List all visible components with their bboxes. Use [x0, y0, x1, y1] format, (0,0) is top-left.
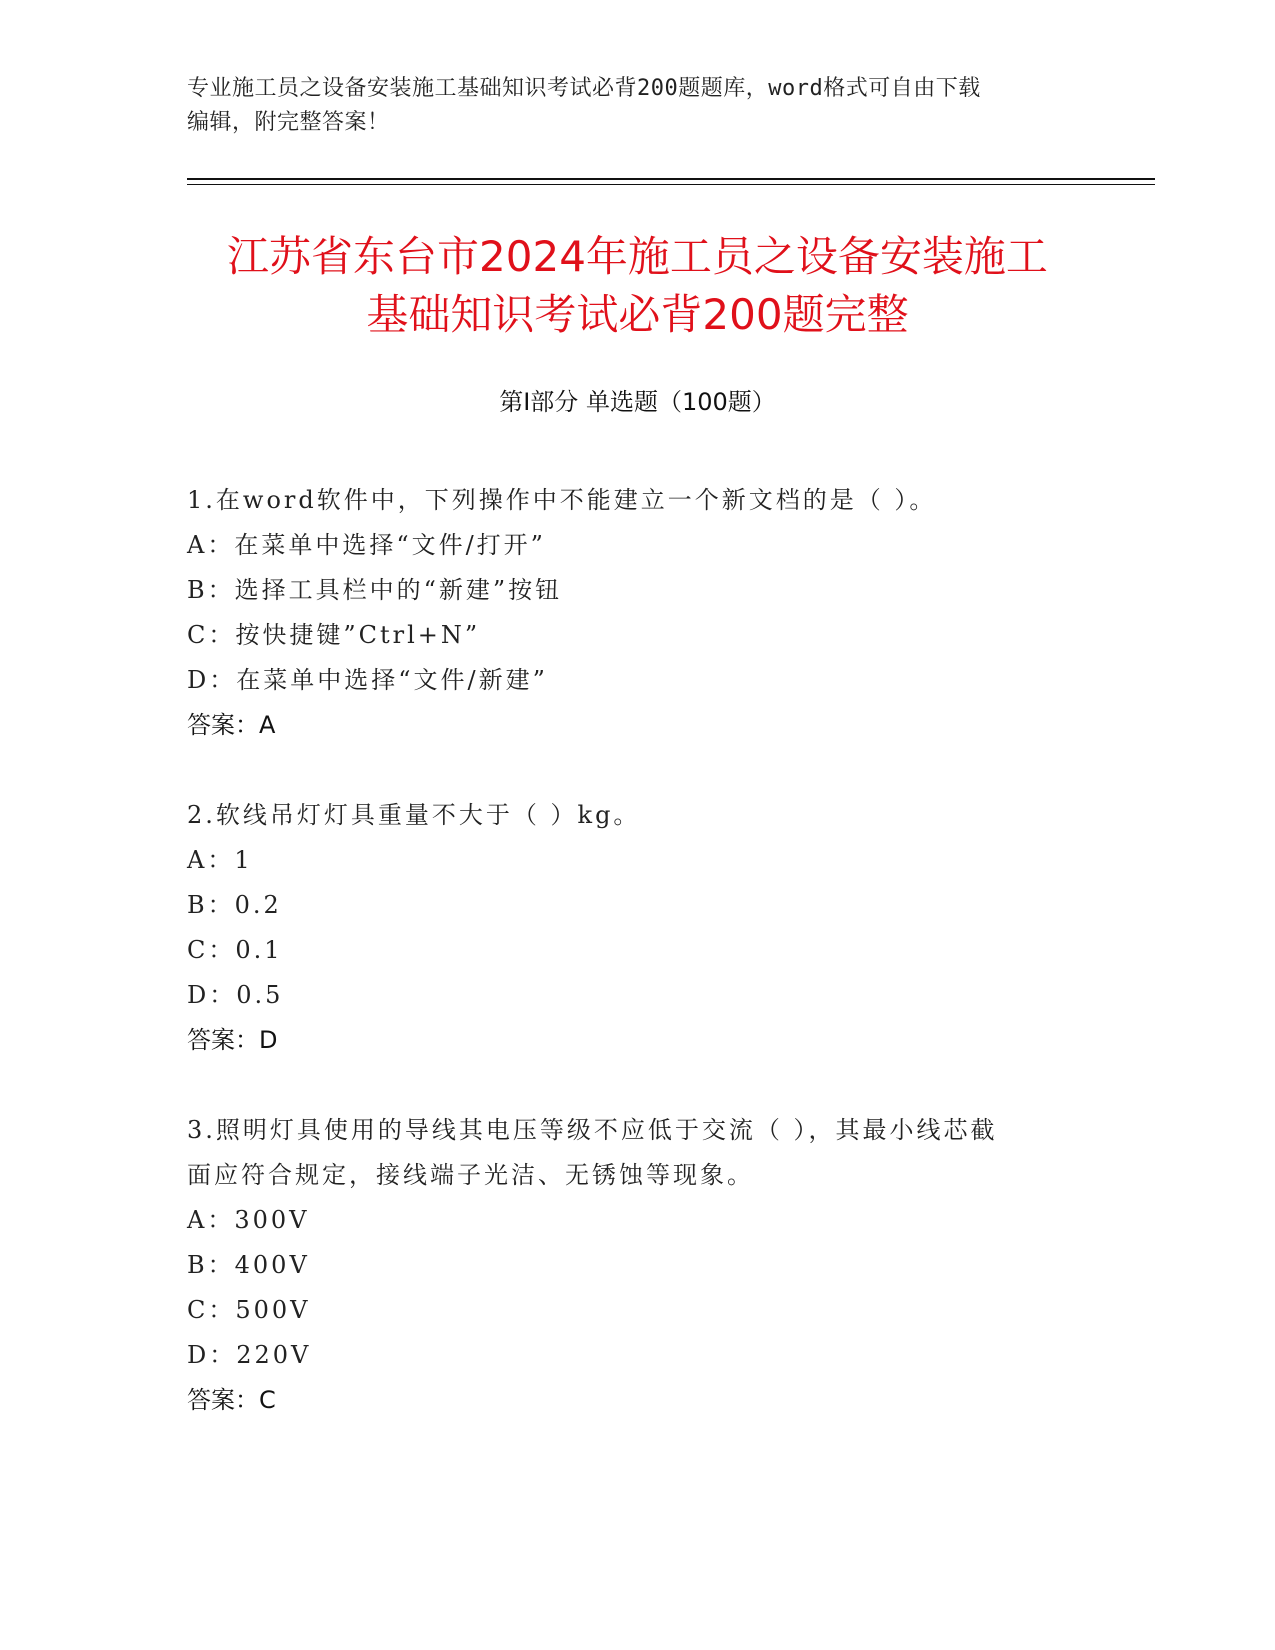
question-list — [187, 478, 1087, 1423]
option-c: C：按快捷键”Ctrl+N” — [187, 621, 481, 649]
option-c: C：500V — [187, 1296, 311, 1324]
document-title-line-1: 江苏省东台市2024年施工员之设备安装施工 — [227, 232, 1048, 281]
spacer — [187, 1063, 1087, 1108]
option-a: A：1 — [187, 846, 253, 874]
document-title-line-2: 基础知识考试必背200题完整 — [366, 290, 909, 339]
answer: 答案：D — [187, 1026, 278, 1054]
answer: 答案：C — [187, 1386, 276, 1414]
option-a: A：在菜单中选择“文件/打开” — [187, 531, 546, 559]
option-b: B：0.2 — [187, 891, 282, 919]
section-title: 第I部分 单选题（100题） — [499, 388, 776, 416]
option-c: C：0.1 — [187, 936, 283, 964]
option-d: D：0.5 — [187, 981, 284, 1009]
header-rule-thick — [187, 178, 1155, 180]
option-b: B：选择工具栏中的“新建”按钮 — [187, 576, 563, 604]
header-note — [187, 72, 1087, 140]
answer: 答案：A — [187, 711, 276, 739]
option-d: D：在菜单中选择“文件/新建” — [187, 666, 548, 694]
option-a: A：300V — [187, 1206, 310, 1234]
header-note-line-1: 专业施工员之设备安装施工基础知识考试必背200题题库，word格式可自由下载 — [187, 76, 981, 101]
question-text: 2.软线吊灯灯具重量不大于（ ）kg。 — [187, 801, 641, 829]
header-note-line-2: 编辑，附完整答案！ — [187, 110, 390, 135]
question-text-line-1: 3.照明灯具使用的导线其电压等级不应低于交流（ ），其最小线芯截 — [187, 1116, 998, 1144]
question-2 — [187, 793, 1087, 1063]
question-text-line-2: 面应符合规定，接线端子光洁、无锈蚀等现象。 — [187, 1161, 754, 1189]
option-d: D：220V — [187, 1341, 312, 1369]
spacer — [187, 748, 1087, 793]
question-1 — [187, 478, 1087, 748]
question-text: 1.在word软件中，下列操作中不能建立一个新文档的是（ ）。 — [187, 486, 937, 514]
option-b: B：400V — [187, 1251, 310, 1279]
question-3 — [187, 1108, 1087, 1423]
header-rule-thin — [187, 184, 1155, 185]
document-title — [150, 228, 1125, 344]
